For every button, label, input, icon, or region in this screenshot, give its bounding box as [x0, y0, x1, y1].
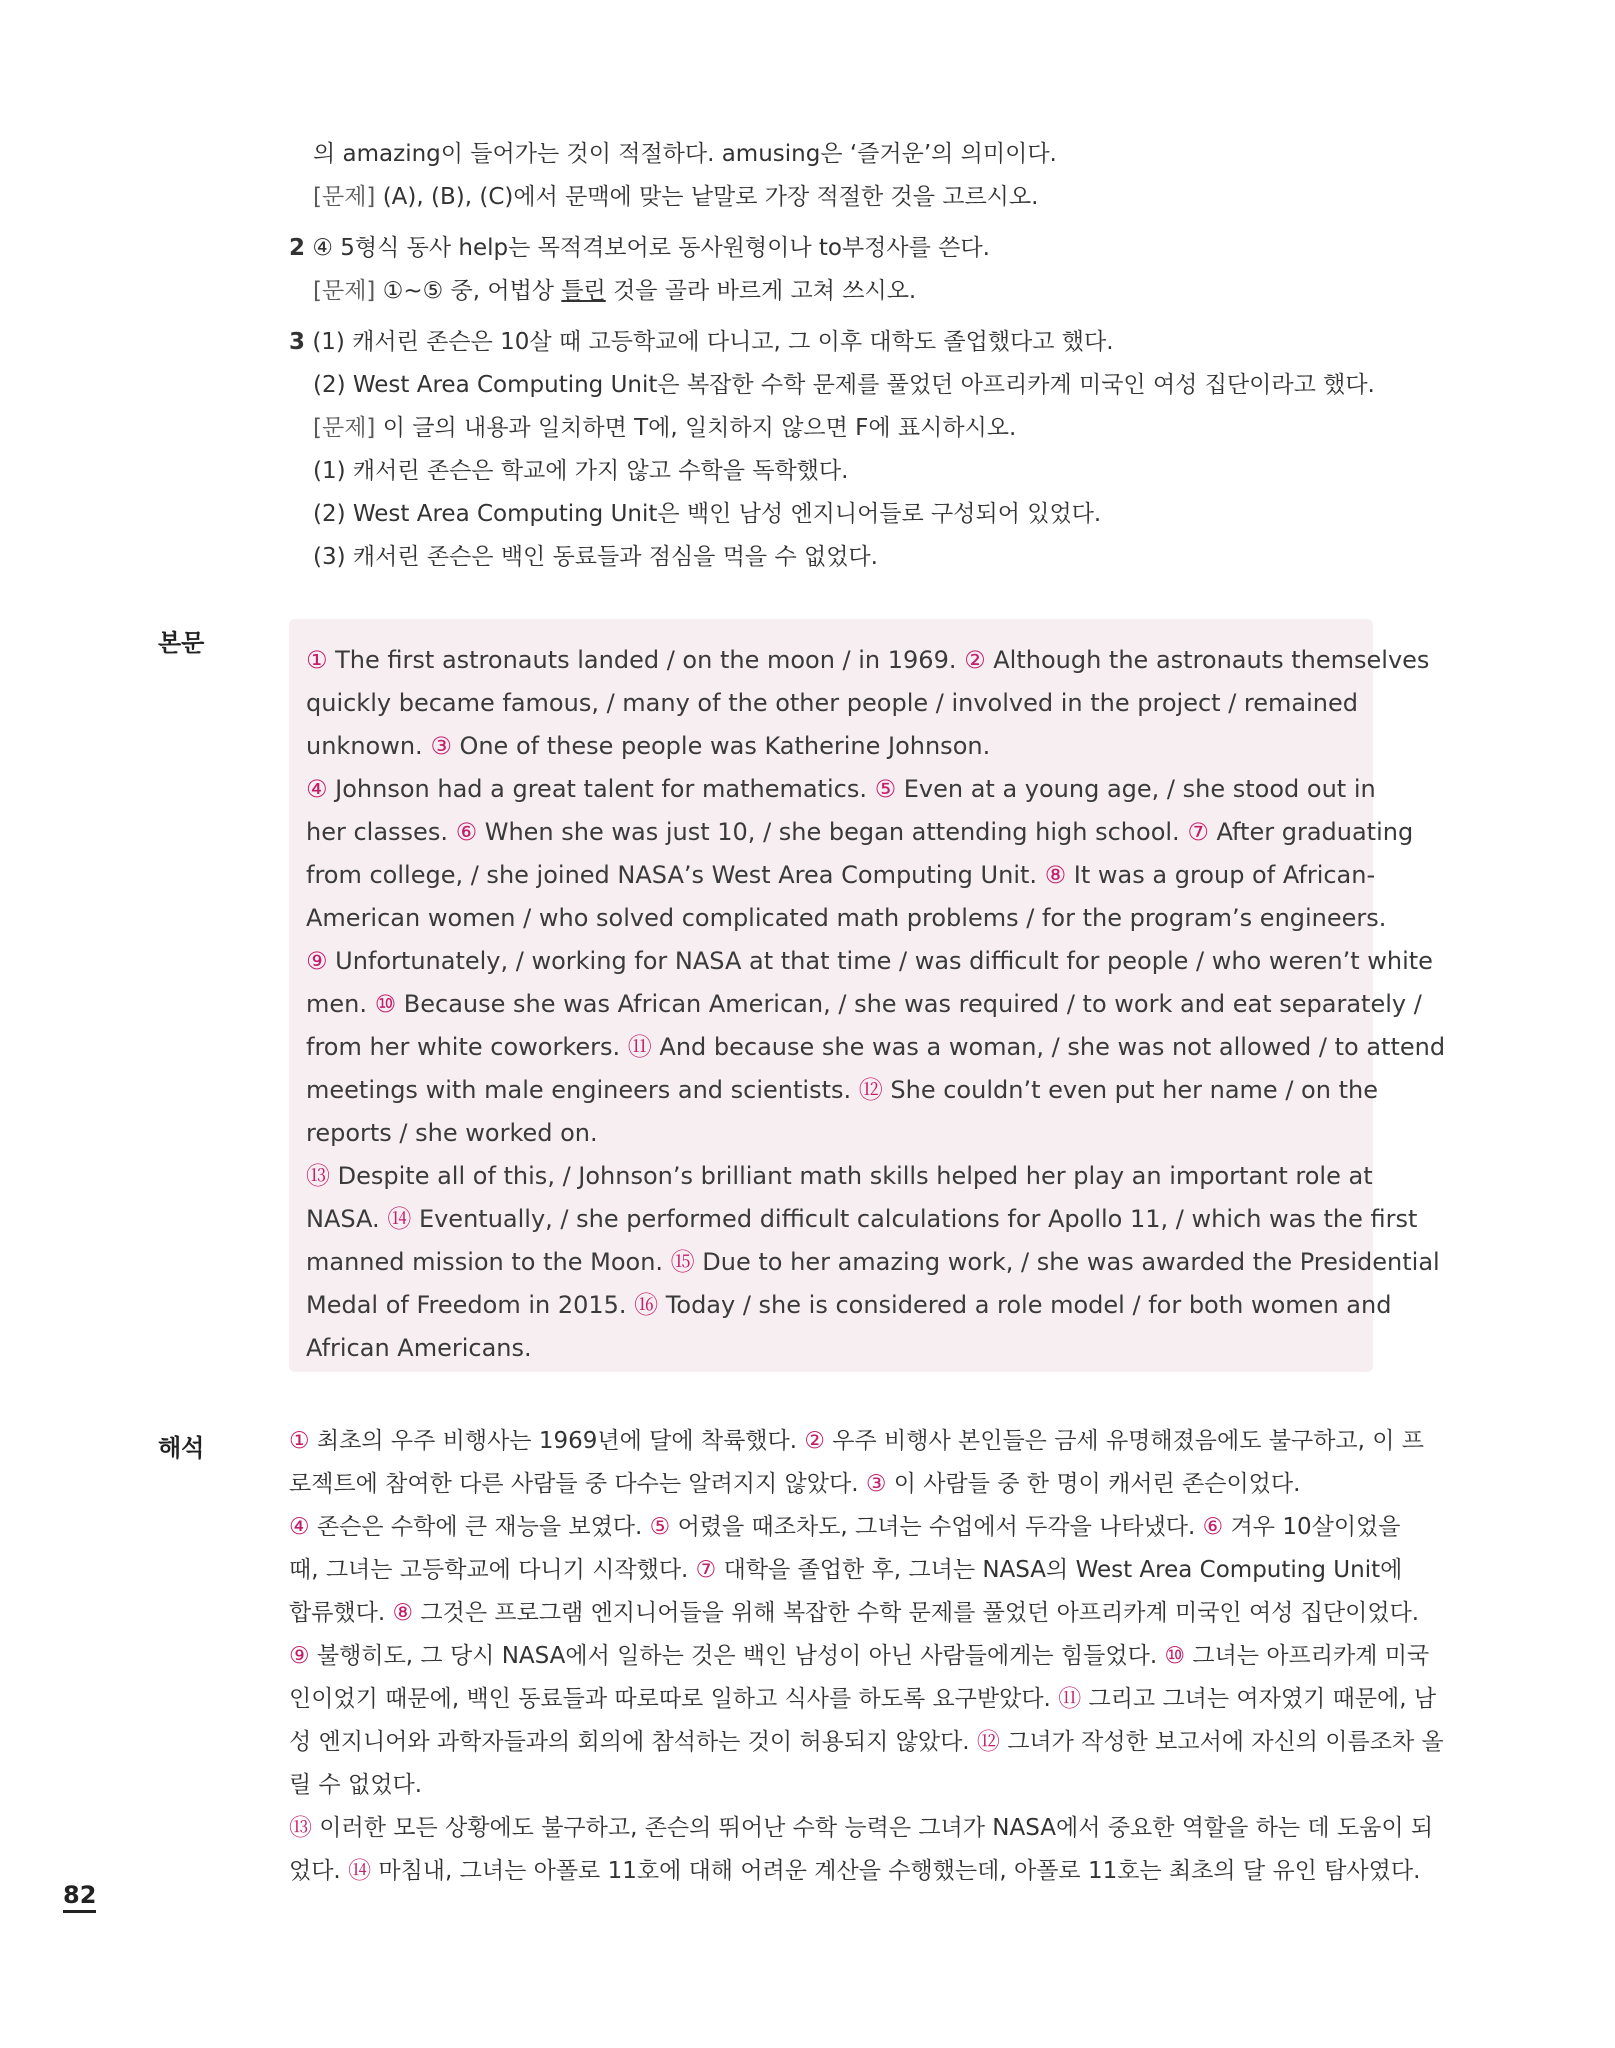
statement-3: (3) 캐서린 존슨은 백인 동료들과 점심을 먹을 수 없었다.: [313, 544, 878, 570]
translation-line: ⑬ 이러한 모든 상황에도 불구하고, 존슨의 뛰어난 수학 능력은 그녀가 NASA에서 중요한 역할을 하는 데 도움이 되: [289, 1815, 1434, 1841]
passage-line: ⑨ Unfortunately, / working for NASA at that time / was difficult for people / who weren’t white: [306, 947, 1433, 975]
translation-line: ⑨ 불행히도, 그 당시 NASA에서 일하는 것은 백인 남성이 아닌 사람들에게는 힘들었다. ⑩ 그녀는 아프리카계 미국: [289, 1643, 1430, 1669]
passage-line: manned mission to the Moon. ⑮ Due to her amazing work, / she was awarded the Presidential: [306, 1248, 1440, 1276]
passage-line: ① The first astronauts landed / on the moon / in 1969. ② Although the astronauts themselves: [306, 646, 1430, 674]
sentence-number: ⑦: [695, 1557, 717, 1583]
sentence-number: ⑪: [627, 1033, 652, 1061]
passage-line: reports / she worked on.: [306, 1119, 598, 1147]
item-number: 3: [289, 329, 306, 355]
passage-line: her classes. ⑥ When she was just 10, / she began attending high school. ⑦ After graduating: [306, 818, 1414, 846]
translation-line: 릴 수 없었다.: [289, 1772, 423, 1798]
statement-2: (2) West Area Computing Unit은 백인 남성 엔지니어들로 구성되어 있었다.: [313, 501, 1102, 527]
sentence-number: ④: [289, 1514, 310, 1540]
sentence-number: ⑦: [1187, 818, 1209, 846]
sentence-number: ①: [306, 646, 328, 674]
sentence-number: ⑮: [670, 1248, 695, 1276]
statement-1: (1) 캐서린 존슨은 학교에 가지 않고 수학을 독학했다.: [313, 458, 849, 484]
note-question-1: [313, 175, 1038, 219]
sentence-number: ⑯: [634, 1291, 659, 1319]
sentence-number: ⑪: [1058, 1686, 1082, 1712]
sentence-number: ⑥: [455, 818, 478, 846]
question-text: (A), (B), (C)에서 문맥에 맞는 낱말로 가장 적절한 것을 고르시오.: [375, 184, 1039, 210]
passage-line: from college, / she joined NASA’s West Area Computing Unit. ⑧ It was a group of African-: [306, 861, 1376, 889]
translation-line: 인이었기 때문에, 백인 동료들과 따로따로 일하고 식사를 하도록 요구받았다. ⑪ 그리고 그녀는 여자였기 때문에, 남: [289, 1686, 1437, 1712]
passage-label: 본문: [158, 629, 205, 657]
note-question-3: [313, 406, 1016, 450]
question-tag: [문제]: [313, 278, 376, 304]
translation-line: 로젝트에 참여한 다른 사람들 중 다수는 알려지지 않았다. ③ 이 사람들 중 한 명이 캐서린 존슨이었다.: [289, 1471, 1301, 1497]
passage-line: quickly became famous, / many of the other people / involved in the project / remained: [306, 689, 1358, 717]
sentence-number: ⑭: [348, 1858, 372, 1884]
note-line-amazing: 의 amazing이 들어가는 것이 적절하다. amusing은 ‘즐거운’의 의미이다.: [313, 141, 1057, 167]
item-number: 2: [289, 235, 306, 261]
question-text-b: 것을 골라 바르게 고쳐 쓰시오.: [605, 278, 917, 304]
passage-line: from her white coworkers. ⑪ And because she was a woman, / she was not allowed / to attend: [306, 1033, 1446, 1061]
passage-line: Medal of Freedom in 2015. ⑯ Today / she is considered a role model / for both women and: [306, 1291, 1392, 1319]
sentence-number: ⑨: [289, 1643, 310, 1669]
sentence-number: ⑩: [1164, 1643, 1186, 1669]
sentence-number: ⑬: [306, 1162, 330, 1190]
sentence-number: ⑬: [289, 1815, 312, 1841]
translation-line: 성 엔지니어와 과학자들과의 회의에 참석하는 것이 허용되지 않았다. ⑫ 그녀가 작성한 보고서에 자신의 이름조차 올: [289, 1729, 1444, 1755]
passage-line: men. ⑩ Because she was African American, / she was required / to work and eat separately /: [306, 990, 1422, 1018]
passage-line: unknown. ③ One of these people was Katherine Johnson.: [306, 732, 991, 760]
passage-box: [289, 619, 1446, 1372]
sentence-number: ④: [306, 775, 328, 803]
translation-line: 때, 그녀는 고등학교에 다니기 시작했다. ⑦ 대학을 졸업한 후, 그녀는 NASA의 West Area Computing Unit에: [289, 1557, 1403, 1583]
translation-line: 었다. ⑭ 마침내, 그녀는 아폴로 11호에 대해 어려운 계산을 수행했는데, 아폴로 11호는 최초의 달 유인 탐사였다.: [289, 1858, 1421, 1884]
note-item-3-line2: (2) West Area Computing Unit은 복잡한 수학 문제를 풀었던 아프리카계 미국인 여성 집단이라고 했다.: [313, 372, 1375, 398]
item-text: ④ 5형식 동사 help는 목적격보어로 동사원형이나 to부정사를 쓴다.: [305, 235, 990, 261]
question-tag: [문제]: [313, 415, 376, 441]
passage-line: American women / who solved complicated math problems / for the program’s engineers.: [306, 904, 1387, 932]
translation-line: ④ 존슨은 수학에 큰 재능을 보였다. ⑤ 어렸을 때조차도, 그녀는 수업에서 두각을 나타냈다. ⑥ 겨우 10살이었을: [289, 1514, 1401, 1540]
question-tag: [문제]: [313, 184, 376, 210]
sentence-number: ⑤: [649, 1514, 671, 1540]
sentence-number: ②: [804, 1428, 825, 1454]
page-number: 82: [63, 1880, 96, 1913]
sentence-number: ⑤: [874, 775, 897, 803]
note-item-2: [289, 226, 990, 270]
sentence-number: ⑭: [387, 1205, 412, 1233]
translation-line: ① 최초의 우주 비행사는 1969년에 달에 착륙했다. ② 우주 비행사 본인들은 금세 유명해졌음에도 불구하고, 이 프: [289, 1428, 1425, 1454]
sentence-number: ⑩: [374, 990, 397, 1018]
sentence-number: ⑫: [976, 1729, 1000, 1755]
note-item-3: [289, 320, 1114, 364]
note-question-2: [313, 269, 916, 313]
passage-line: ④ Johnson had a great talent for mathematics. ⑤ Even at a young age, / she stood out in: [306, 775, 1376, 803]
passage-line: meetings with male engineers and scientists. ⑫ She couldn’t even put her name / on the: [306, 1076, 1378, 1104]
sentence-number: ⑨: [306, 947, 328, 975]
sentence-number: ⑫: [858, 1076, 883, 1104]
sentence-number: ②: [964, 646, 986, 674]
passage-line: NASA. ⑭ Eventually, / she performed difficult calculations for Apollo 11, / which was the first: [306, 1205, 1418, 1233]
translation-label: 해석: [158, 1434, 205, 1462]
sentence-number: ①: [289, 1428, 310, 1454]
underlined-word: 틀린: [561, 278, 606, 304]
sentence-number: ③: [430, 732, 452, 760]
translation-line: 합류했다. ⑧ 그것은 프로그램 엔지니어들을 위해 복잡한 수학 문제를 풀었던 아프리카계 미국인 여성 집단이었다.: [289, 1600, 1420, 1626]
sentence-number: ⑧: [392, 1600, 414, 1626]
passage-line: African Americans.: [306, 1334, 532, 1362]
question-text-a: ①~⑤ 중, 어법상: [375, 278, 562, 304]
passage-line: ⑬ Despite all of this, / Johnson’s brilliant math skills helped her play an important role at: [306, 1162, 1373, 1190]
sentence-number: ③: [865, 1471, 887, 1497]
sentence-number: ⑥: [1202, 1514, 1224, 1540]
item-text: (1) 캐서린 존슨은 10살 때 고등학교에 다니고, 그 이후 대학도 졸업했다고 했다.: [305, 329, 1114, 355]
question-text: 이 글의 내용과 일치하면 T에, 일치하지 않으면 F에 표시하시오.: [375, 415, 1017, 441]
sentence-number: ⑧: [1044, 861, 1067, 889]
